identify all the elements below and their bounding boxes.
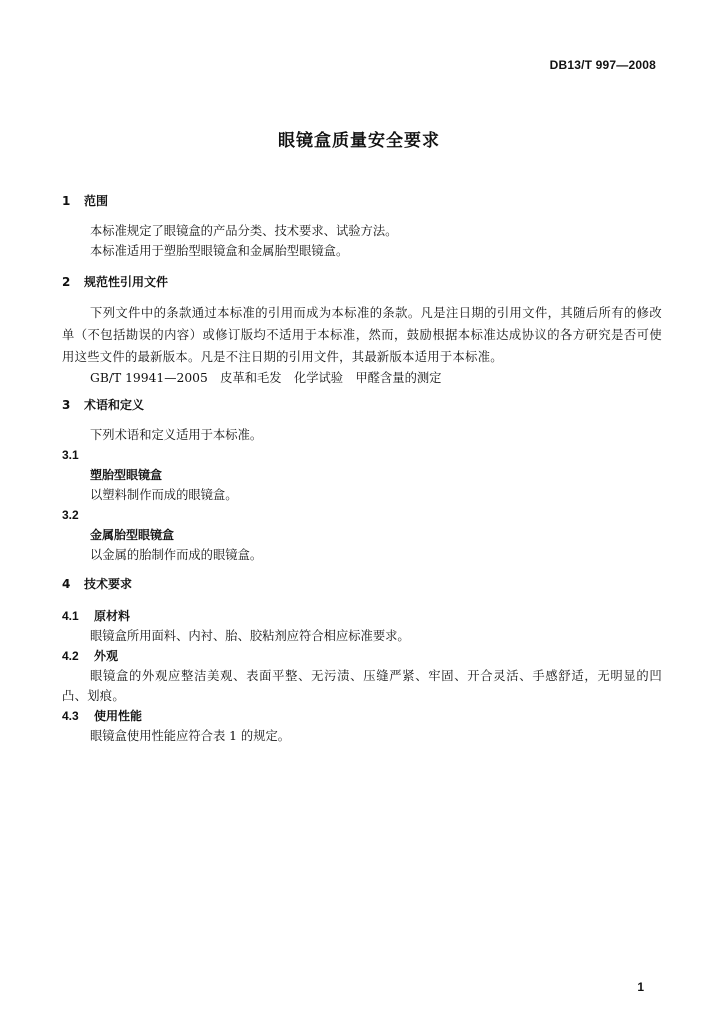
requirement-title: 原材料 [94,609,131,623]
requirement-heading [62,706,662,726]
section-title: 范围 [84,194,109,208]
requirement-text: 眼镜盒使用性能应符合表 1 的规定。 [90,729,291,743]
scope-line: 本标准规定了眼镜盒的产品分类、技术要求、试验方法。 [90,224,398,238]
section-title: 术语和定义 [84,398,145,412]
requirement-number: 4.3 [62,709,79,723]
term-name: 金属胎型眼镜盒 [90,528,175,542]
scope-line: 本标准适用于塑胎型眼镜盒和金属胎型眼镜盒。 [90,244,349,258]
requirement-text: 眼镜盒所用面料、内衬、胎、胶粘剂应符合相应标准要求。 [90,629,410,643]
section-title: 规范性引用文件 [84,275,169,289]
section-terms [62,395,662,565]
term-name: 塑胎型眼镜盒 [90,468,163,482]
section-technical-requirements [62,574,662,746]
section-number: 4 [62,577,71,591]
section-number: 1 [62,194,71,208]
section-number: 3 [62,398,71,412]
term-number: 3.2 [62,508,79,522]
requirement-title: 外观 [94,649,119,663]
requirement-number: 4.2 [62,649,79,663]
term-number: 3.1 [62,448,79,462]
section-heading [62,574,662,594]
terms-intro: 下列术语和定义适用于本标准。 [90,428,263,442]
section-title: 技术要求 [84,577,133,591]
standard-code: DB13/T 997—2008 [549,58,656,72]
requirement-heading [62,606,662,626]
page-number: 1 [637,980,644,994]
section-number: 2 [62,275,71,289]
document-title: 眼镜盒质量安全要求 [278,131,440,151]
section-heading [62,191,662,211]
requirement-text: 眼镜盒的外观应整洁美观、表面平整、无污渍、压缝严紧、牢固、开合灵活、手感舒适，无明显的凹凸、划痕。 [62,669,662,703]
requirement-heading [62,646,662,666]
requirement-number: 4.1 [62,609,79,623]
section-normative-references [62,272,662,388]
references-paragraph: 下列文件中的条款通过本标准的引用而成为本标准的条款。凡是注日期的引用文件，其随后所有的修改单（不包括勘误的内容）或修订版均不适用于本标准，然而，鼓励根据本标准达成协议的各方研究是否可使用这些文件的最新版本。凡是不注日期的引用文件，其最新版本适用于本标准。 [62,306,662,364]
term-definition: 以金属的胎制作而成的眼镜盒。 [90,548,263,562]
section-heading [62,272,662,292]
section-scope [62,191,662,261]
section-heading [62,395,662,415]
term-definition: 以塑料制作而成的眼镜盒。 [90,488,238,502]
reference-item: GB/T 19941—2005 皮革和毛发 化学试验 甲醛含量的测定 [90,371,442,385]
requirement-title: 使用性能 [94,709,143,723]
